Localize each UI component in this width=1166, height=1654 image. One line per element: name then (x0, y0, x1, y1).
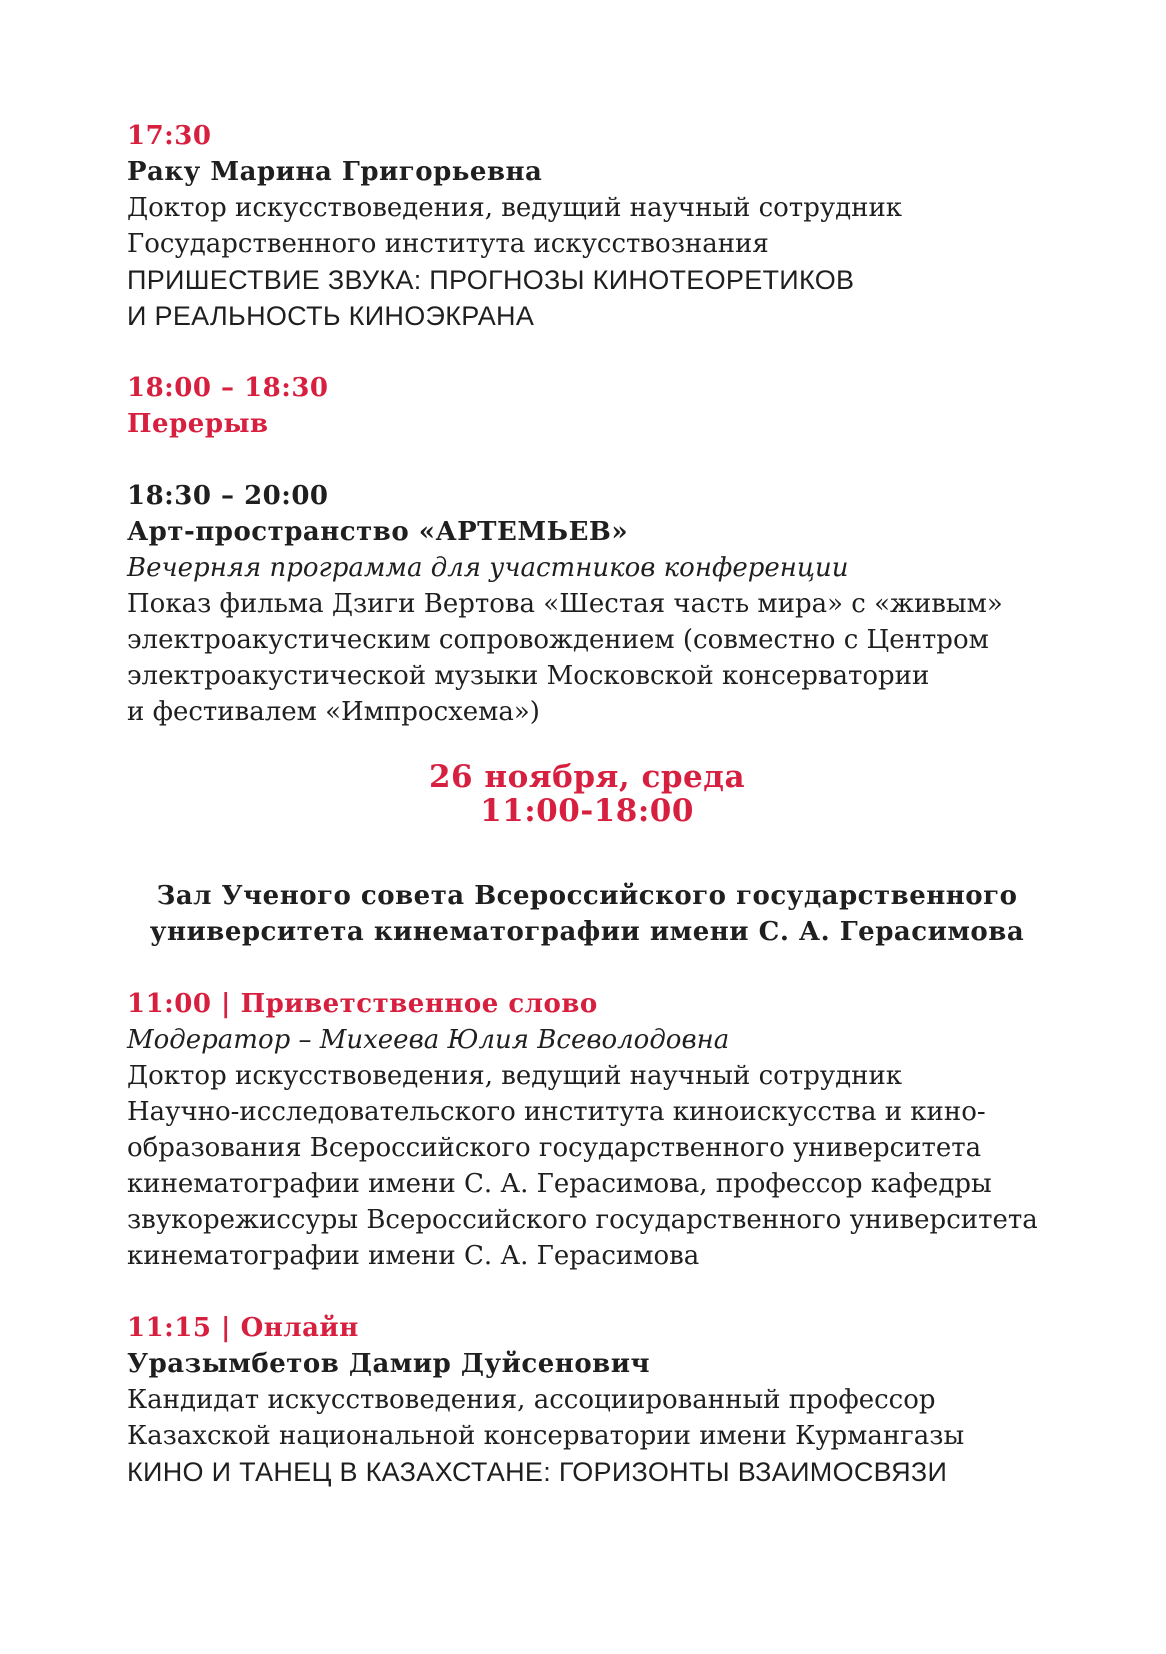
session-subtitle: Вечерняя программа для участников конференции (127, 553, 849, 583)
session-header (127, 986, 1047, 1022)
moderator-bio-line: образования Всероссийского государственного университета (127, 1133, 982, 1163)
moderator: Модератор – Михеева Юлия Всеволодовна (127, 1025, 730, 1055)
session-time: 17:30 (127, 121, 212, 151)
session-1730 (127, 118, 1047, 334)
moderator-bio-line: Доктор искусствоведения, ведущий научный сотрудник (127, 1061, 903, 1091)
talk-title-line: ПРИШЕСТВИЕ ЗВУКА: ПРОГНОЗЫ КИНОТЕОРЕТИКОВ (127, 265, 855, 295)
talk-title-line: КИНО И ТАНЕЦ В КАЗАХСТАНЕ: ГОРИЗОНТЫ ВЗАИМОСВЯЗИ (127, 1457, 948, 1487)
hall-line: университета кинематографии имени С. А. Герасимова (149, 917, 1025, 947)
moderator-bio-line: кинематографии имени С. А. Герасимова (127, 1241, 700, 1271)
hall-line: Зал Ученого совета Всероссийского государственного (156, 881, 1018, 911)
session-time: 18:00 – 18:30 (127, 373, 329, 403)
session-1115 (127, 1310, 1047, 1490)
program-page (127, 118, 1047, 1490)
description-line: и фестивалем «Импросхема») (127, 697, 540, 727)
session-evening (127, 478, 1047, 730)
description-line: электроакустической музыки Московской консерватории (127, 661, 930, 691)
session-label: Приветственное слово (240, 989, 598, 1019)
session-label: Онлайн (240, 1313, 359, 1343)
session-1100 (127, 986, 1047, 1274)
day-hours: 11:00-18:00 (480, 793, 694, 829)
speaker-name: Раку Марина Григорьевна (127, 157, 543, 187)
session-time: 11:15 (127, 1313, 212, 1343)
day-date: 26 ноября, среда (428, 759, 746, 795)
separator: | (221, 989, 231, 1019)
speaker-bio-line: Казахской национальной консерватории имени Курмангазы (127, 1421, 965, 1451)
session-break (127, 370, 1047, 442)
day-heading (127, 760, 1047, 828)
description-line: электроакустическим сопровождением (совместно с Центром (127, 625, 989, 655)
description-line: Показ фильма Дзиги Вертова «Шестая часть мира» с «живым» (127, 589, 1003, 619)
session-time: 11:00 (127, 989, 212, 1019)
separator: | (221, 1313, 231, 1343)
hall-heading (127, 878, 1047, 950)
session-time: 18:30 – 20:00 (127, 481, 329, 511)
talk-title-line: И РЕАЛЬНОСТЬ КИНОЭКРАНА (127, 301, 535, 331)
venue-name: Арт-пространство «АРТЕМЬЕВ» (127, 517, 629, 547)
moderator-bio-line: Научно-исследовательского института киноискусства и кино- (127, 1097, 986, 1127)
speaker-name: Уразымбетов Дамир Дуйсенович (127, 1349, 651, 1379)
moderator-bio-line: кинематографии имени С. А. Герасимова, профессор кафедры (127, 1169, 992, 1199)
speaker-bio-line: Кандидат искусствоведения, ассоциированный профессор (127, 1385, 936, 1415)
break-label: Перерыв (127, 409, 269, 439)
moderator-bio-line: звукорежиссуры Всероссийского государственного университета (127, 1205, 1038, 1235)
session-header (127, 1310, 1047, 1346)
speaker-bio-line: Доктор искусствоведения, ведущий научный сотрудник (127, 193, 903, 223)
speaker-bio-line: Государственного института искусствознания (127, 229, 769, 259)
